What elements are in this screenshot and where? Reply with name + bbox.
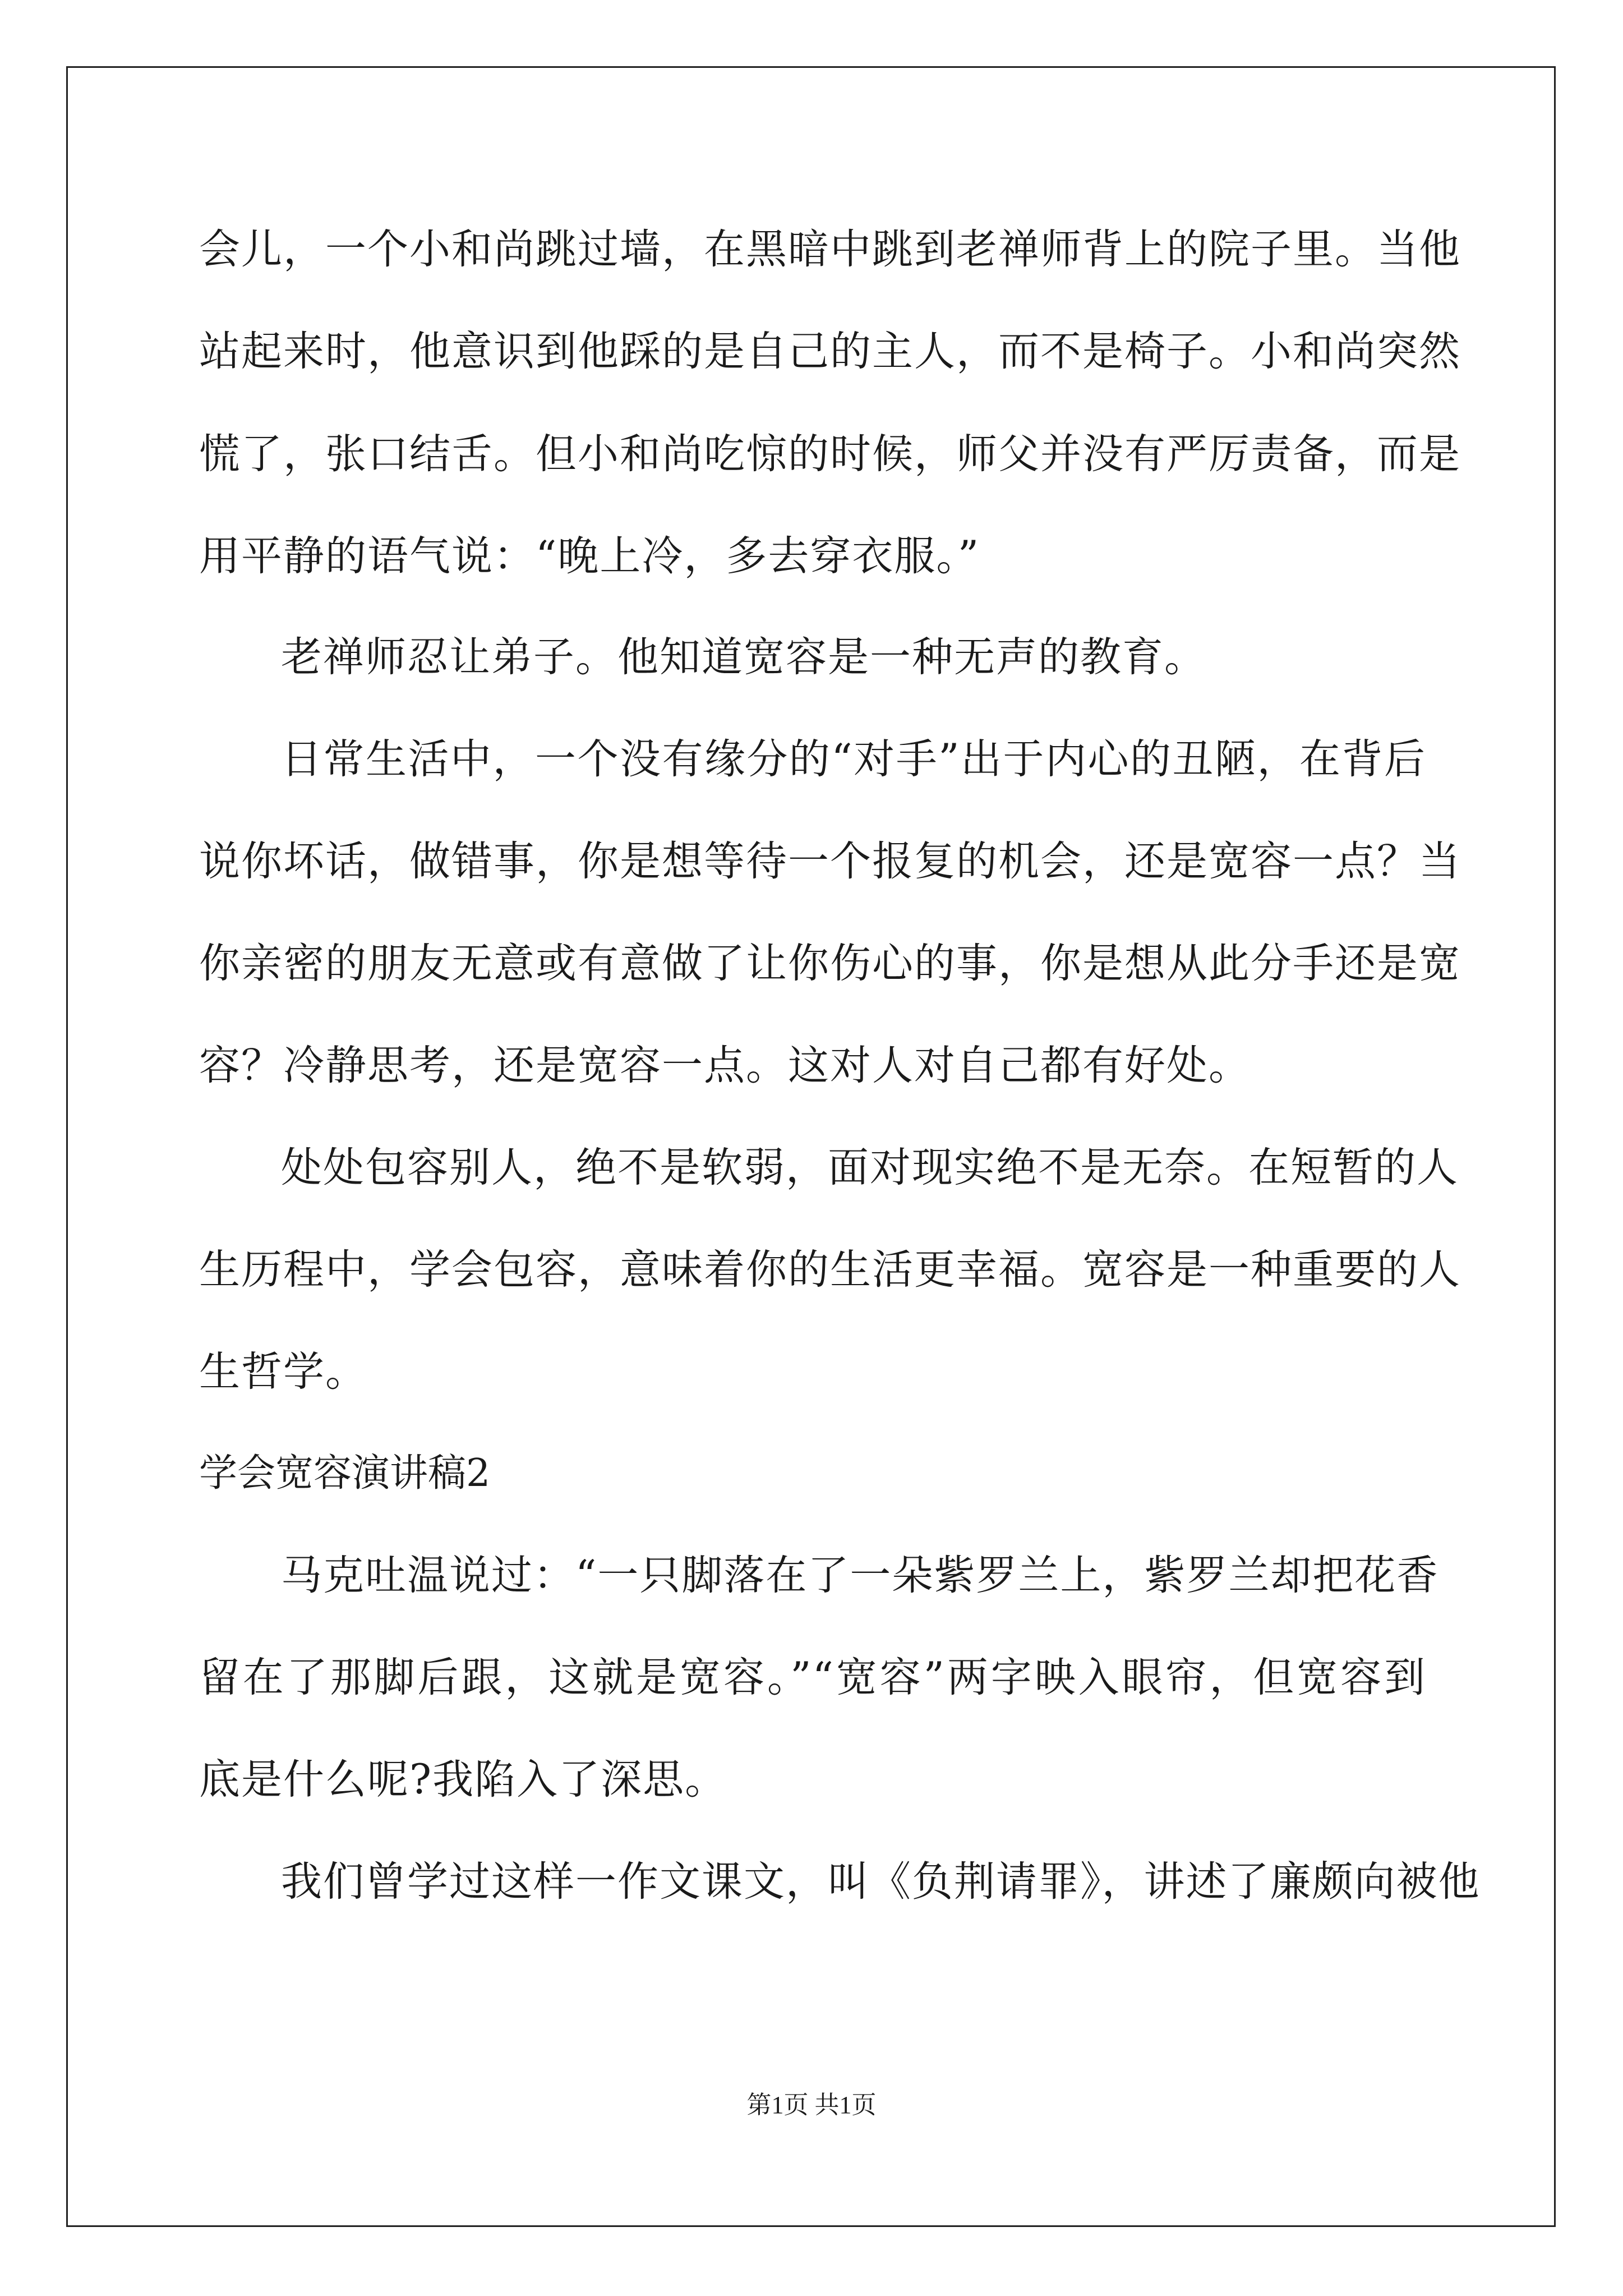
text-line: 站起来时，他意识到他踩的是自己的主人，而不是椅子。小和尚突然 — [199, 328, 1461, 375]
text-line: 生历程中，学会包容，意味着你的生活更幸福。宽容是一种重要的人 — [199, 1246, 1461, 1294]
text-line: 说你坏话，做错事，你是想等待一个报复的机会，还是宽容一点？当 — [199, 838, 1461, 885]
section-heading: 学会宽容演讲稿2 — [199, 1451, 491, 1496]
paragraph-first-line: 老禅师忍让弟子。他知道宽容是一种无声的教育。 — [281, 633, 1206, 681]
text-line: 慌了，张口结舌。但小和尚吃惊的时候，师父并没有严厉责备，而是 — [199, 430, 1461, 478]
text-line: 你亲密的朋友无意或有意做了让你伤心的事，你是想从此分手还是宽 — [199, 940, 1461, 987]
text-line: 底是什么呢?我陷入了深思。 — [199, 1756, 727, 1803]
page-number-footer: 第1页 共1页 — [746, 2091, 877, 2119]
paragraph-first-line: 马克吐温说过：“一只脚落在了一朵紫罗兰上，紫罗兰却把花香 — [281, 1552, 1439, 1599]
text-line: 容？冷静思考，还是宽容一点。这对人对自己都有好处。 — [199, 1042, 1251, 1089]
paragraph-first-line: 日常生活中，一个没有缘分的“对手”出于内心的丑陋，在背后 — [281, 735, 1426, 783]
paragraph-first-line: 处处包容别人，绝不是软弱，面对现实绝不是无奈。在短暂的人 — [281, 1144, 1459, 1191]
text-line: 用平静的语气说：“晚上冷，多去穿衣服。” — [199, 532, 980, 580]
text-line: 生哲学。 — [199, 1348, 367, 1396]
text-line: 会儿，一个小和尚跳过墙，在黑暗中跳到老禅师背上的院子里。当他 — [199, 226, 1461, 273]
paragraph-first-line: 我们曾学过这样一作文课文，叫《负荆请罪》，讲述了廉颇向被他 — [281, 1858, 1481, 1906]
text-line: 留在了那脚后跟，这就是宽容。”“宽容”两字映入眼帘，但宽容到 — [199, 1654, 1426, 1701]
